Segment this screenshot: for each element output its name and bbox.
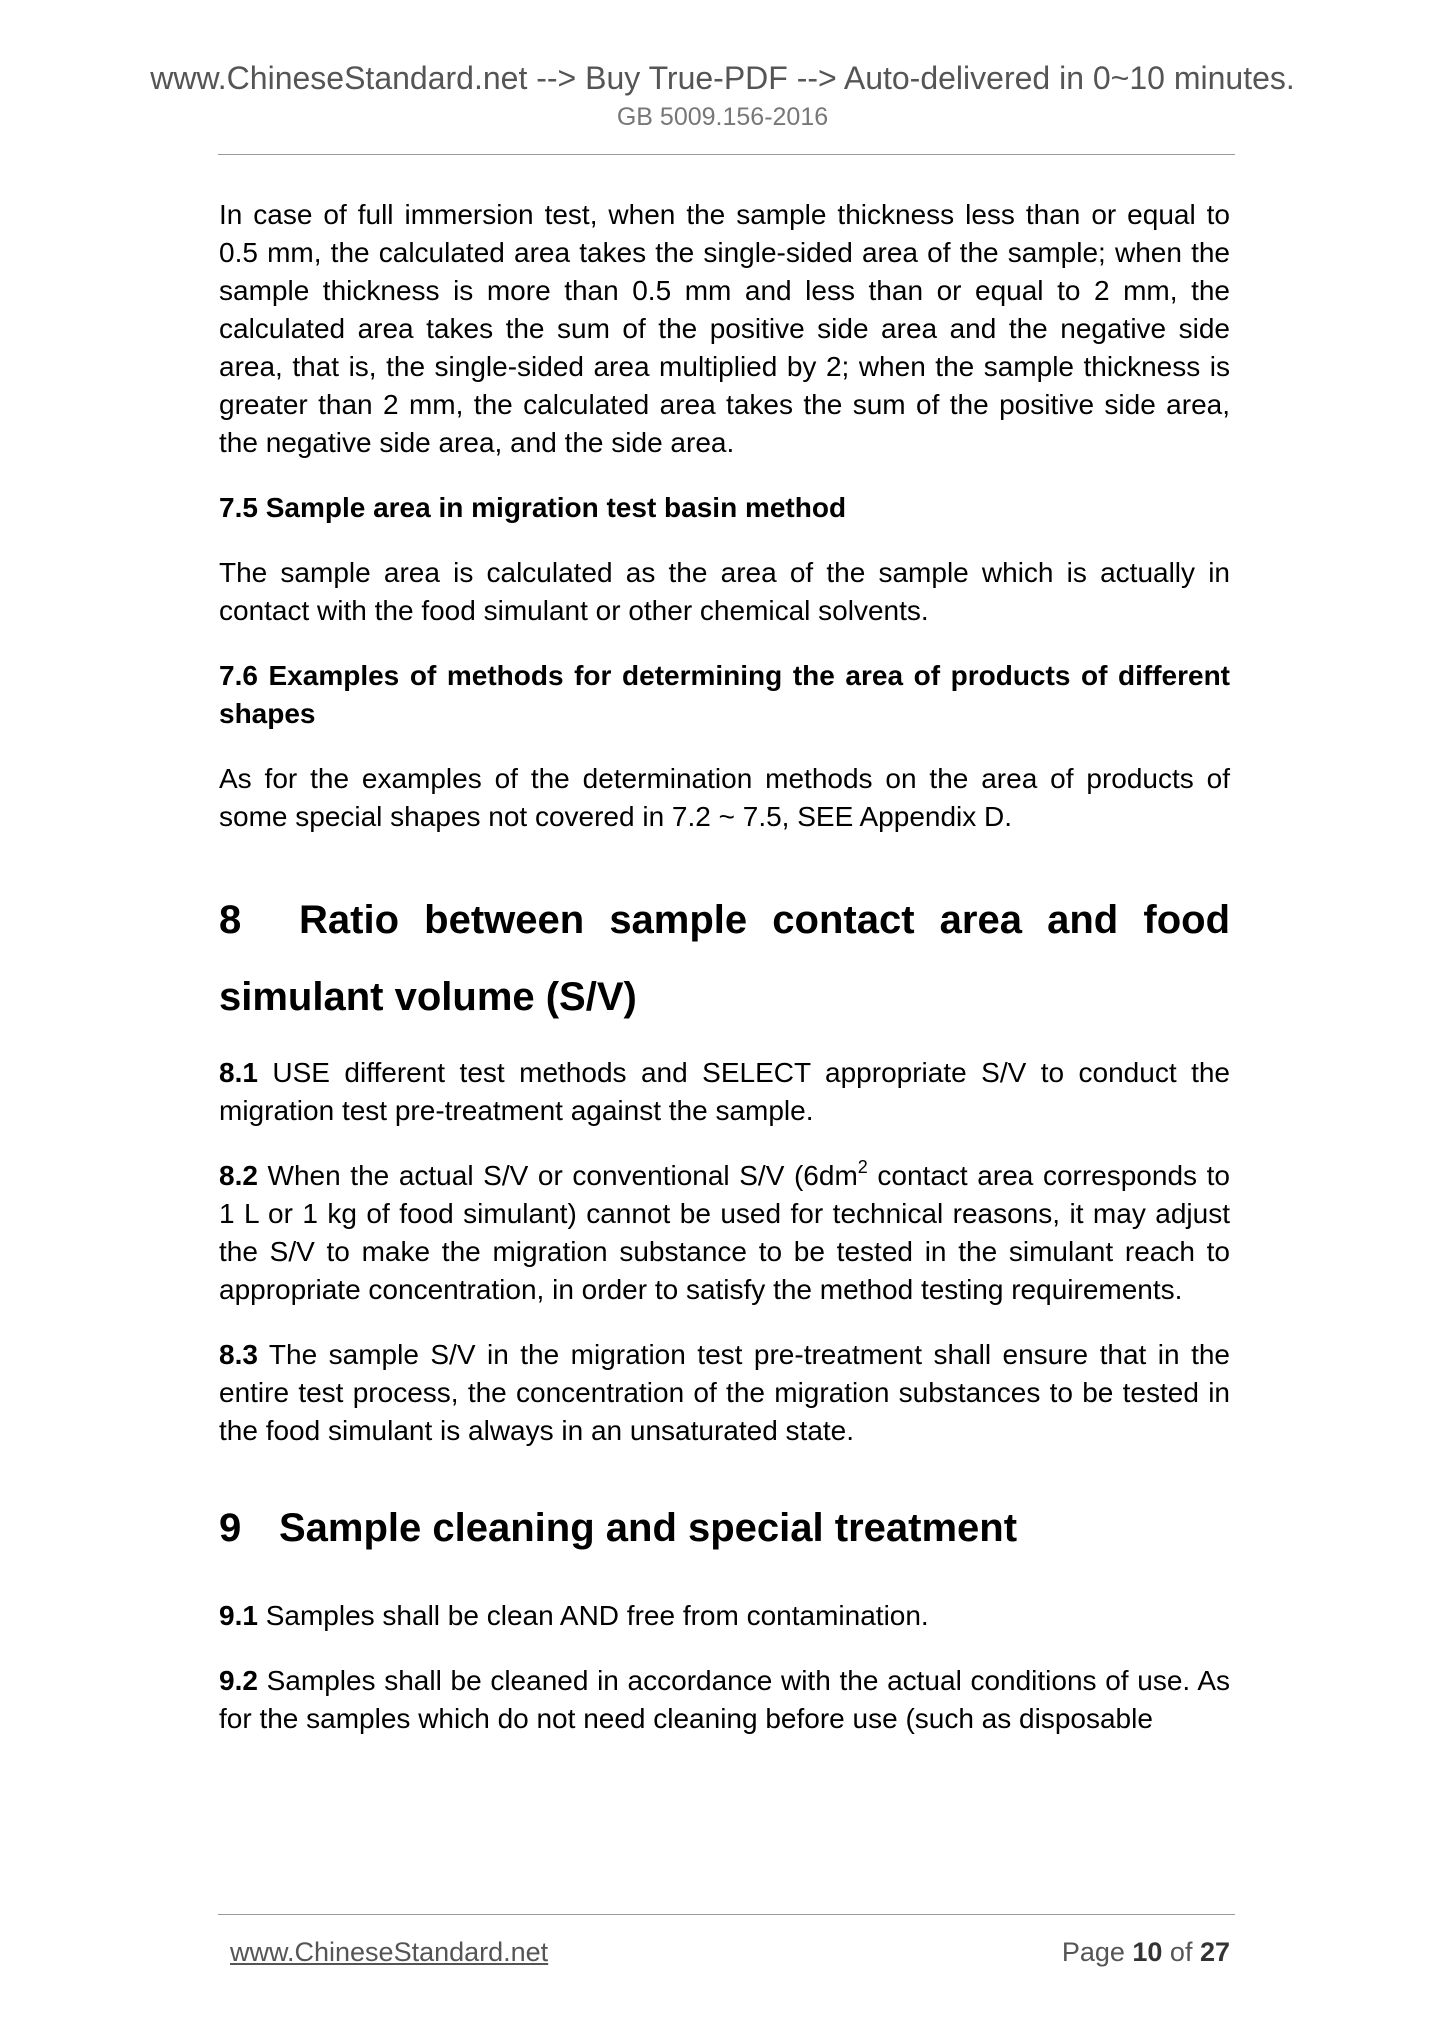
section-9-title: Sample cleaning and special treatment — [279, 1506, 1018, 1550]
clause-8-2-text-b: contact area corresponds to 1 L or 1 kg of food simulant) cannot be used for technical reasons, it may adjust the S/V to make the migration substance to be tested in the simulant reach to appropriate concentration, in order to satisfy the method testing requirements. — [219, 1160, 1230, 1305]
clause-8-3-text: The sample S/V in the migration test pre-treatment shall ensure that in the entire test process, the concentration of the migration substances to be tested in the food simulant is always in an unsaturated state. — [219, 1339, 1230, 1446]
clause-8-1-number: 8.1 — [219, 1057, 258, 1088]
clause-9-2-number: 9.2 — [219, 1665, 258, 1696]
clause-8-2-text-a: When the actual S/V or conventional S/V (6dm — [257, 1160, 858, 1191]
clause-9-1 — [219, 1597, 1230, 1635]
clause-9-1-text: Samples shall be clean AND free from contamination. — [257, 1600, 929, 1631]
header-divider — [218, 154, 1235, 155]
footer-website-link[interactable]: www.ChineseStandard.net — [230, 1937, 549, 1967]
clause-9-2 — [219, 1662, 1230, 1738]
header-standard-number: GB 5009.156-2016 — [616, 103, 829, 131]
page-indicator — [1062, 1935, 1230, 1969]
clause-8-1 — [219, 1054, 1230, 1130]
clause-8-2-number: 8.2 — [219, 1160, 258, 1191]
page-of-label: of — [1162, 1937, 1200, 1967]
section-7-5-text: The sample area is calculated as the area of the sample which is actually in contact with the food simulant or other chemical solvents. — [219, 557, 1230, 626]
clause-8-2 — [219, 1157, 1230, 1309]
total-pages-number: 27 — [1199, 1937, 1230, 1967]
clause-8-3-number: 8.3 — [219, 1339, 258, 1370]
section-9-heading — [219, 1490, 1230, 1567]
page-content — [219, 196, 1230, 1738]
clause-8-1-text: USE different test methods and SELECT appropriate S/V to conduct the migration test pre-treatment against the sample. — [219, 1057, 1230, 1126]
clause-9-2-text: Samples shall be cleaned in accordance with the actual conditions of use. As for the samples which do not need cleaning before use (such as disposable — [219, 1665, 1230, 1734]
clause-9-1-number: 9.1 — [219, 1600, 258, 1631]
section-8-number: 8 — [219, 898, 242, 942]
footer-divider — [218, 1914, 1235, 1915]
section-7-6-text: As for the examples of the determination methods on the area of products of some special shapes not covered in 7.2 ~ 7.5, SEE Appendix D. — [219, 763, 1230, 832]
clause-8-3 — [219, 1336, 1230, 1450]
superscript-2: 2 — [857, 1156, 868, 1177]
current-page-number: 10 — [1132, 1937, 1163, 1967]
section-8-heading — [219, 882, 1230, 1036]
section-9-number: 9 — [219, 1506, 242, 1550]
section-7-6-heading: 7.6 Examples of methods for determining the area of products of different shapes — [219, 660, 1230, 729]
section-8-title: Ratio between sample contact area and food simulant volume (S/V) — [219, 898, 1230, 1019]
intro-paragraph: In case of full immersion test, when the sample thickness less than or equal to 0.5 mm, the calculated area takes the single-sided area of the sample; when the sample thickness is more than 0.5 mm and less than or equal to 2 mm, the calculated area takes the sum of the positive side area and the negative side area, that is, the single-sided area multiplied by 2; when the sample thickness is greater than 2 mm, the calculated area takes the sum of the positive side area, the negative side area, and the side area. — [219, 199, 1230, 458]
page-label: Page — [1061, 1937, 1133, 1967]
section-7-5-heading: 7.5 Sample area in migration test basin method — [219, 492, 847, 523]
header-title: www.ChineseStandard.net --> Buy True-PDF --> Auto-delivered in 0~10 minutes. — [150, 60, 1295, 96]
